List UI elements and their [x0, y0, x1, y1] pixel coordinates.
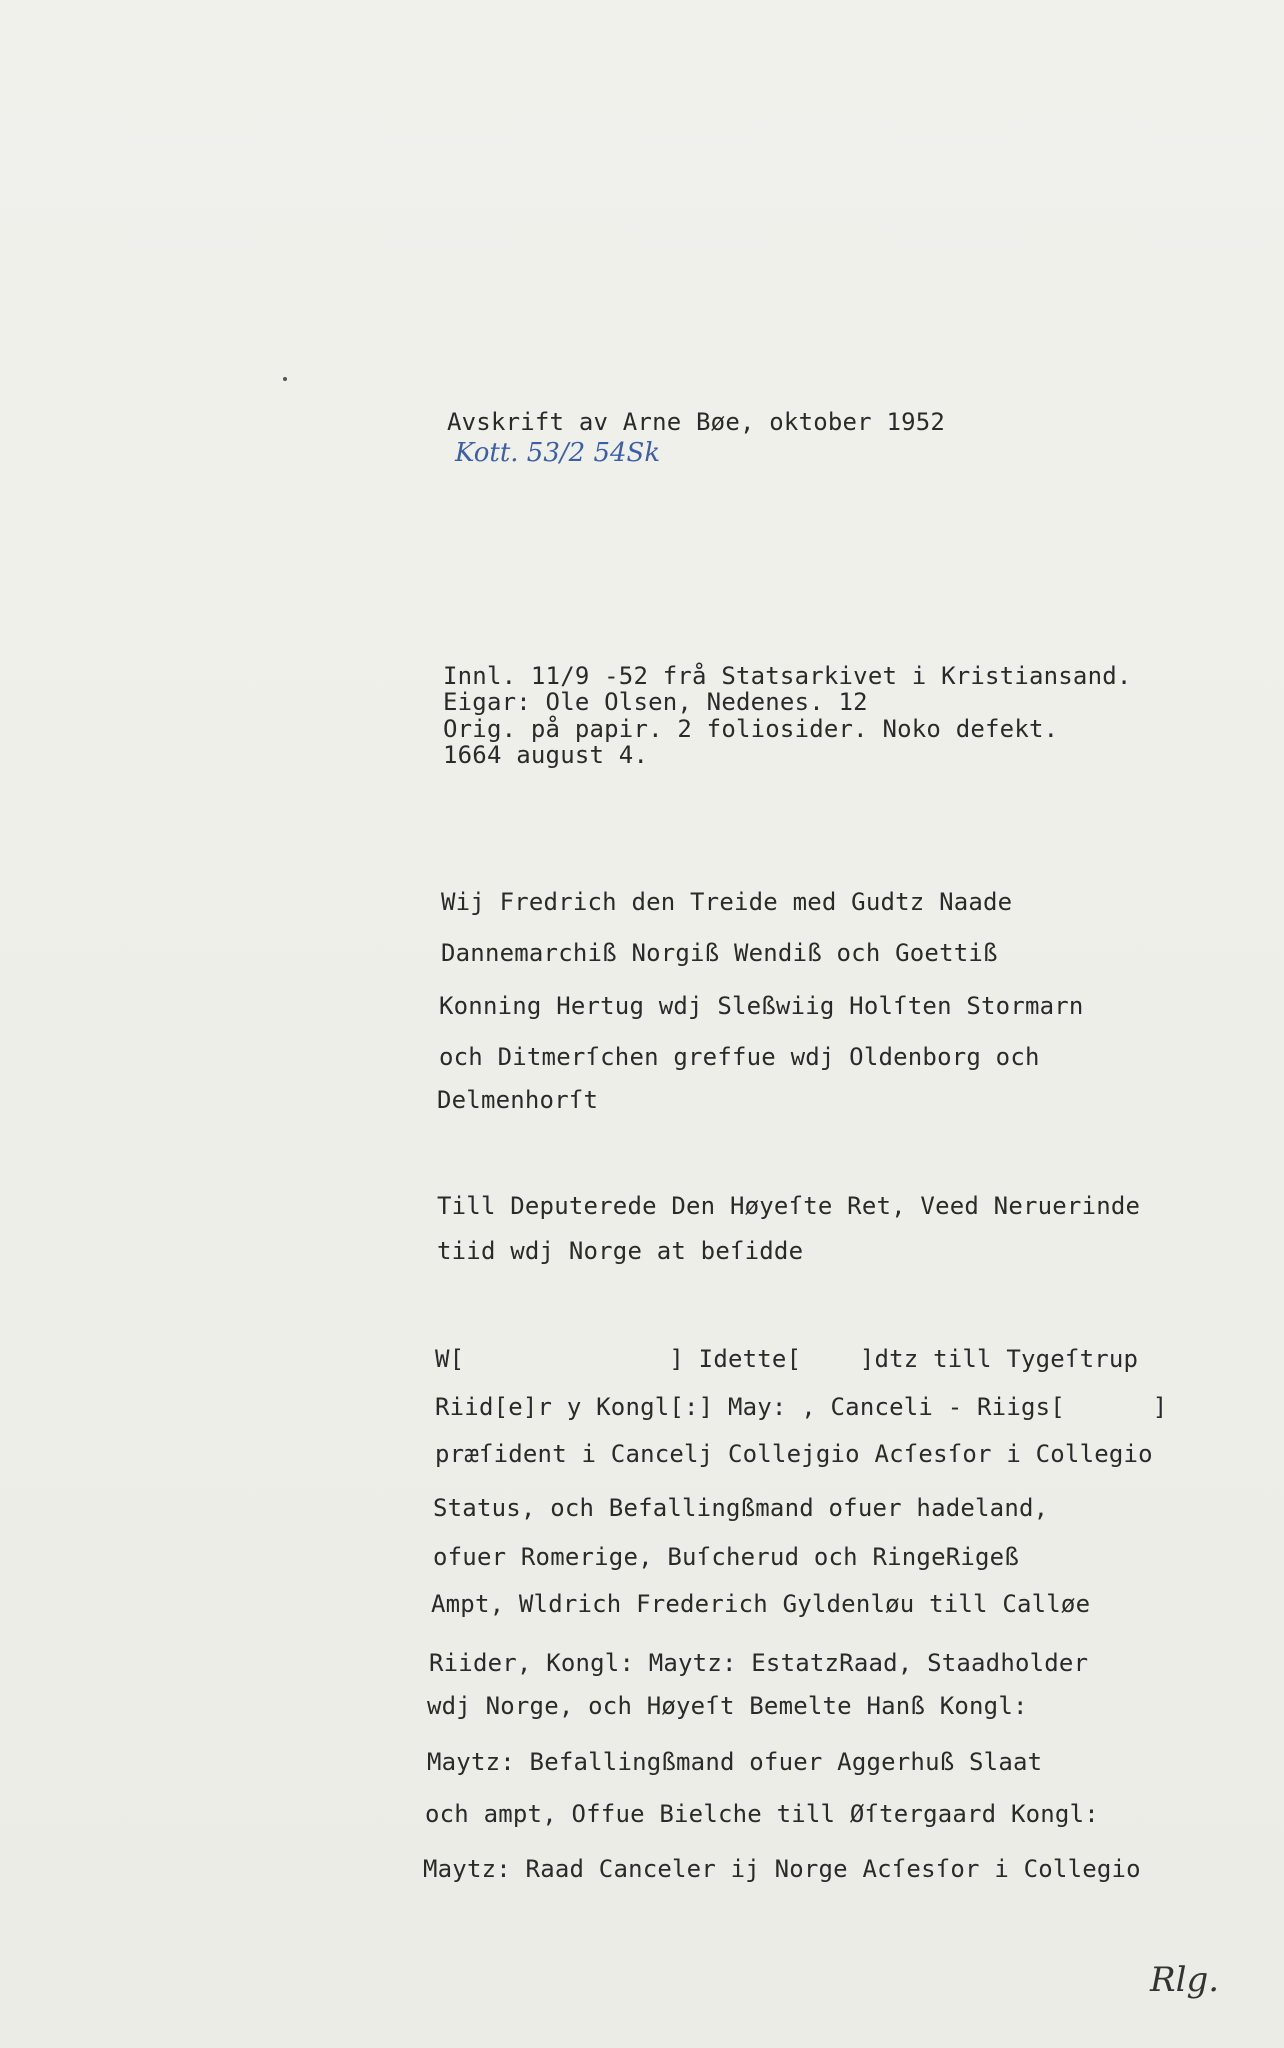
body-line: Status, och Befallingßmand ofuer hadeland, [433, 1494, 1049, 1522]
body-line: Maytz: Raad Canceler ij Norge Acſesſor i Collegio [423, 1855, 1141, 1883]
title-line: Delmenhorſt [437, 1086, 599, 1114]
metadata-line: Orig. på papir. 2 foliosider. Noko defekt. [443, 715, 1059, 743]
body-line: och ampt, Offue Bielche till Øſtergaard Kongl: [425, 1800, 1099, 1828]
title-line: och Ditmerſchen greffue wdj Oldenborg och [439, 1043, 1040, 1071]
transcription-note: Avskrift av Arne Bøe, oktober 1952 [447, 408, 946, 436]
body-line: ofuer Romerige, Buſcherud och RingeRigeß [433, 1543, 1019, 1571]
body-line: præſident i Cancelj Collejgio Acſesſor i Collegio [435, 1440, 1153, 1468]
body-line: wdj Norge, och Høyeſt Bemelte Hanß Kongl: [427, 1692, 1028, 1720]
body-line: Maytz: Befallingßmand ofuer Aggerhuß Slaat [427, 1748, 1043, 1776]
body-line: W[ ] Idette[ ]dtz till Tygeſtrup [435, 1345, 1139, 1373]
punch-mark [283, 377, 287, 381]
body-line: Riid[e]r y Kongl[:] May: , Canceli - Riigs[ ] [435, 1393, 1168, 1421]
title-line: Dannemarchiß Norgiß Wendiß och Goettiß [441, 939, 998, 967]
metadata-line: Eigar: Ole Olsen, Nedenes. 12 [443, 688, 868, 716]
metadata-line: 1664 august 4. [443, 741, 649, 769]
title-line: Wij Fredrich den Treide med Gudtz Naade [441, 888, 1013, 916]
body-line: Riider, Kongl: Maytz: EstatzRaad, Staadholder [429, 1649, 1089, 1677]
body-line: Ampt, Wldrich Frederich Gyldenløu till Calløe [431, 1590, 1091, 1618]
address-line: Till Deputerede Den Høyeſte Ret, Veed Neruerinde [437, 1192, 1141, 1220]
metadata-line: Innl. 11/9 -52 frå Statsarkivet i Kristiansand. [443, 662, 1132, 690]
address-line: tiid wdj Norge at beſidde [437, 1237, 804, 1265]
title-line: Konning Hertug wdj Sleßwiig Holſten Stormarn [439, 992, 1084, 1020]
handwritten-reference: Kott. 53/2 54Sk [455, 438, 661, 468]
handwritten-initials: Rlg. [1150, 1960, 1220, 2000]
